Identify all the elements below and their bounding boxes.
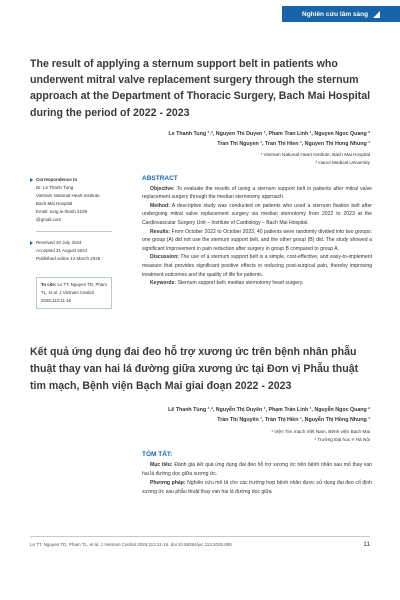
footer-reference: Le TT, Nguyen TD, Pham TL, et al. J Vietnam Cardiol 2025;113:11-16. doi:10.58354/jvc.113.2025.895 [30, 542, 232, 547]
vietnamese-affiliations [110, 428, 370, 444]
discussion-label: Discussion: [150, 254, 179, 261]
arrow-right-icon [30, 241, 33, 245]
correspondence-line: Dr. Le Thanh Tung [36, 185, 74, 190]
correspondence-heading: Correspondence to [36, 177, 78, 182]
method-text: A descriptive study was conducted on patients who used a sternum fixation belt after undergoing mitral valve replacement surgery via median sternotomy from 2022 to 2023 at the Cardiovascular Surgery Unit – Institute of Cardiology – Bach Mai Hospital. [142, 202, 372, 226]
vietnamese-authors-line-1: Lê Thanh Tùng ¹˒², Nguyễn Thị Duyên ¹, Phạm Trần Linh ¹, Nguyễn Ngọc Quang ² [168, 407, 370, 413]
section-tag [282, 6, 400, 22]
summary-goal [142, 461, 372, 479]
results-text: From October 2022 to October 2023, 40 patients were randomly divided into two groups: one group (A) did not use the sternum support belt, and the other group (B) did. The study showed a significant improvement in pain reduction after surgery in group B compared to group A. [142, 228, 372, 252]
english-title: The result of applying a sternum support belt in patients who underwent mitral valve replacement surgery through the sternum approach at the Department of Thoracic Surgery, Bach Mai Hospital during the period of 2022 - 2023 [30, 58, 371, 119]
english-authors [110, 130, 370, 149]
received-date: Received 20 July 2024 [36, 240, 82, 245]
sidebar-divider [36, 231, 112, 232]
correspondence-line: Email: tung.le.thanh.2109 [36, 209, 88, 214]
citation-box [36, 277, 112, 309]
results-label: Results: [150, 228, 171, 235]
vietnamese-affiliation-2: ² Trường Đại học Y Hà Nội [314, 437, 370, 442]
goal-label: Mục tiêu: [150, 462, 173, 468]
correspondence-line: Vietnam National Heart Institute, [36, 193, 101, 198]
english-affiliations [110, 151, 370, 167]
summary-method-text: Nghiên cứu mô tả cho các trường hợp bệnh nhân được sử dụng đai đeo cố định xương ức sau phẫu thuật thay van hai lá đường dọc giữa [142, 480, 373, 495]
page-footer [30, 536, 370, 548]
cite-label: To cite: [41, 282, 57, 287]
dates-block [30, 239, 112, 263]
english-affiliation-1: ¹ Vietnam National Heart Institute, Bach Mai Hospital [260, 152, 370, 157]
english-abstract [142, 175, 372, 288]
abstract-results [142, 228, 372, 254]
discussion-text: The use of a sternum support belt is a simple, cost-effective, and easy-to-implement measure that provides significant positive effects in reducing post-surgical pain, thereby improving treatment outcomes and the quality of life for patients. [142, 254, 373, 278]
cite-text: Le TT, Nguyen TD, Pham TL, et al. J Vietnam Cardiol 2025;113:11-16 [41, 282, 107, 303]
vietnamese-title: Kết quả ứng dụng đai đeo hỗ trợ xương ức trên bệnh nhân phẫu thuật thay van hai lá đường giữa xương ức tại Đơn vị Phẫu thuật tim mạch, Bệnh viện Bạch Mai giai đoạn 2022 - 2023 [30, 346, 359, 392]
keywords-text: Sternum support belt; median sternotomy heart surgery. [177, 280, 304, 287]
abstract-method [142, 202, 372, 228]
vietnamese-authors [110, 406, 370, 425]
correspondence-line: @gmail.com [36, 217, 62, 222]
correspondence-block [30, 176, 112, 224]
triangle-icon [373, 11, 380, 18]
abstract-discussion [142, 253, 372, 279]
english-affiliation-2: ² Hanoi Medical University [315, 160, 370, 165]
summary-method [142, 479, 372, 497]
vietnamese-summary [142, 450, 372, 497]
english-authors-line-2: Tran Thi Nguyen ¹, Tran Thi Hien ¹, Nguyen Thi Hong Nhung ¹ [217, 140, 370, 147]
vietnamese-authors-line-2: Trần Thị Nguyên ¹, Trần Thị Hiền ¹, Nguyễn Thị Hồng Nhung ¹ [217, 416, 370, 423]
accepted-date: Accepted 21 August 2024 [36, 248, 88, 253]
keywords-label: Keywords: [150, 280, 177, 287]
section-tag-label: Nghiên cứu lâm sàng [302, 10, 369, 18]
arrow-right-icon [30, 178, 33, 182]
summary-method-label: Phương pháp: [150, 480, 186, 486]
published-date: Published online 14 March 2025 [36, 256, 101, 261]
page-number: 11 [363, 541, 370, 548]
article-sidebar [30, 176, 112, 309]
goal-text: Đánh giá kết quả ứng dụng đai đeo hỗ trợ xương ức trên bệnh nhân sau mổ thay van hai lá đường dọc giữa xương ức. [142, 462, 373, 477]
summary-heading: TÓM TẮT: [142, 451, 173, 458]
method-label: Method: [150, 202, 170, 209]
abstract-keywords [142, 279, 372, 288]
abstract-heading: ABSTRACT [142, 175, 178, 182]
vietnamese-affiliation-1: ¹ Viện Tim mạch Việt Nam, Bệnh viện Bạch Mai [271, 429, 370, 434]
correspondence-line: Bach Mai Hospital [36, 201, 73, 206]
objective-text: To evaluate the results of using a sternum support belt in patients after mitral valve replacement surgery through the median sternotomy approach. [142, 185, 372, 201]
english-authors-line-1: Le Thanh Tung ¹˒², Nguyen Thi Duyen ¹, Pham Tran Linh ¹, Nguyen Ngoc Quang ² [168, 131, 370, 137]
abstract-objective [142, 185, 372, 202]
objective-label: Objective: [150, 185, 175, 192]
